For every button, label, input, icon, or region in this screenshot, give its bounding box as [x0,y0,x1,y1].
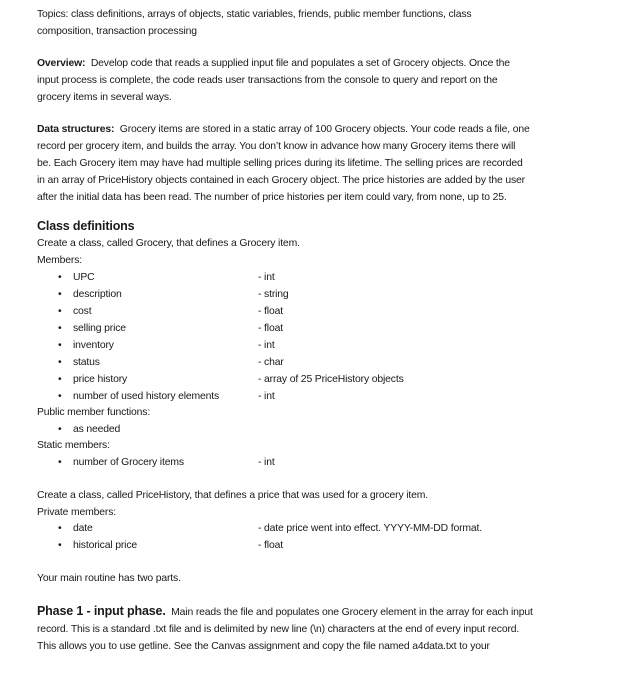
member-name: price history [73,374,128,385]
bullet-icon: • [58,340,62,351]
member-type: - float [258,323,283,334]
member-type: - array of 25 PriceHistory objects [258,374,404,385]
member-type: - char [258,357,284,368]
data-structures-label: Data structures: [37,124,115,135]
member-name: UPC [73,272,95,283]
data-structures-line: be. Each Grocery item may have had multiple selling prices during its lifetime. The selling prices are recorded [37,158,523,169]
bullet-icon: • [58,457,62,468]
topics-line: Topics: class definitions, arrays of objects, static variables, friends, public member functions, class [37,9,472,20]
member-type: - int [258,340,275,351]
phase1-line [37,604,533,620]
data-structures-line: in an array of PriceHistory objects contained in each Grocery object. The price histories are added by the user [37,175,525,186]
bullet-icon: • [58,391,62,402]
member-name: historical price [73,540,138,551]
phase1-line: This allows you to use getline. See the Canvas assignment and copy the file named a4data.txt to your [37,641,490,652]
class-definitions-heading: Class definitions [37,219,135,233]
bullet-icon: • [58,523,62,534]
member-type: - float [258,540,283,551]
member-name: number of used history elements [73,391,220,402]
member-type: - float [258,306,283,317]
bullet-icon: • [58,540,62,551]
private-label: Private members: [37,507,117,518]
overview-line: input process is complete, the code reads user transactions from the console to query and report on the [37,75,498,86]
overview-line: grocery items in several ways. [37,92,172,103]
member-type: - int [258,272,275,283]
member-name: selling price [73,323,126,334]
member-name: cost [73,306,92,317]
member-type: - string [258,289,289,300]
bullet-icon: • [58,323,62,334]
static-label: Static members: [37,440,110,451]
phase1-label: Phase 1 - input phase. [37,604,166,618]
topics-line: composition, transaction processing [37,26,197,37]
member-type: - date price went into effect. YYYY-MM-DD format. [258,523,483,534]
bullet-icon: • [58,289,62,300]
member-name: date [73,523,93,534]
member-name: inventory [73,340,114,351]
phase1-text: Main reads the file and populates one Grocery element in the array for each input [171,607,533,618]
members-label: Members: [37,255,82,266]
phase1-line: record. This is a standard .txt file and is delimited by new line (\n) characters at the end of every input record. [37,624,520,635]
member-name: description [73,289,122,300]
data-structures-text: Grocery items are stored in a static array of 100 Grocery objects. Your code reads a file, one [119,124,530,135]
bullet-icon: • [58,357,62,368]
data-structures-line: record per grocery item, and builds the array. You don’t know in advance how many Grocery items there will [37,141,516,152]
bullet-icon: • [58,374,62,385]
member-name: as needed [73,424,121,435]
main-routine-text: Your main routine has two parts. [37,573,181,584]
overview-text: Develop code that reads a supplied input file and populates a set of Grocery objects. Once the [90,58,510,69]
member-name: number of Grocery items [73,457,184,468]
overview-label: Overview: [37,58,86,69]
data-structures-line [37,123,530,137]
member-type: - int [258,391,275,402]
overview-line [37,57,510,71]
bullet-icon: • [58,272,62,283]
public-label: Public member functions: [37,407,151,418]
member-type: - int [258,457,275,468]
member-name: status [73,357,100,368]
grocery-intro: Create a class, called Grocery, that defines a Grocery item. [37,238,300,249]
bullet-icon: • [58,306,62,317]
pricehistory-intro: Create a class, called PriceHistory, that defines a price that was used for a grocery item. [37,490,428,501]
bullet-icon: • [58,424,62,435]
data-structures-line: after the initial data has been read. The number of price histories per item could vary, from none, up to 25. [37,192,507,203]
